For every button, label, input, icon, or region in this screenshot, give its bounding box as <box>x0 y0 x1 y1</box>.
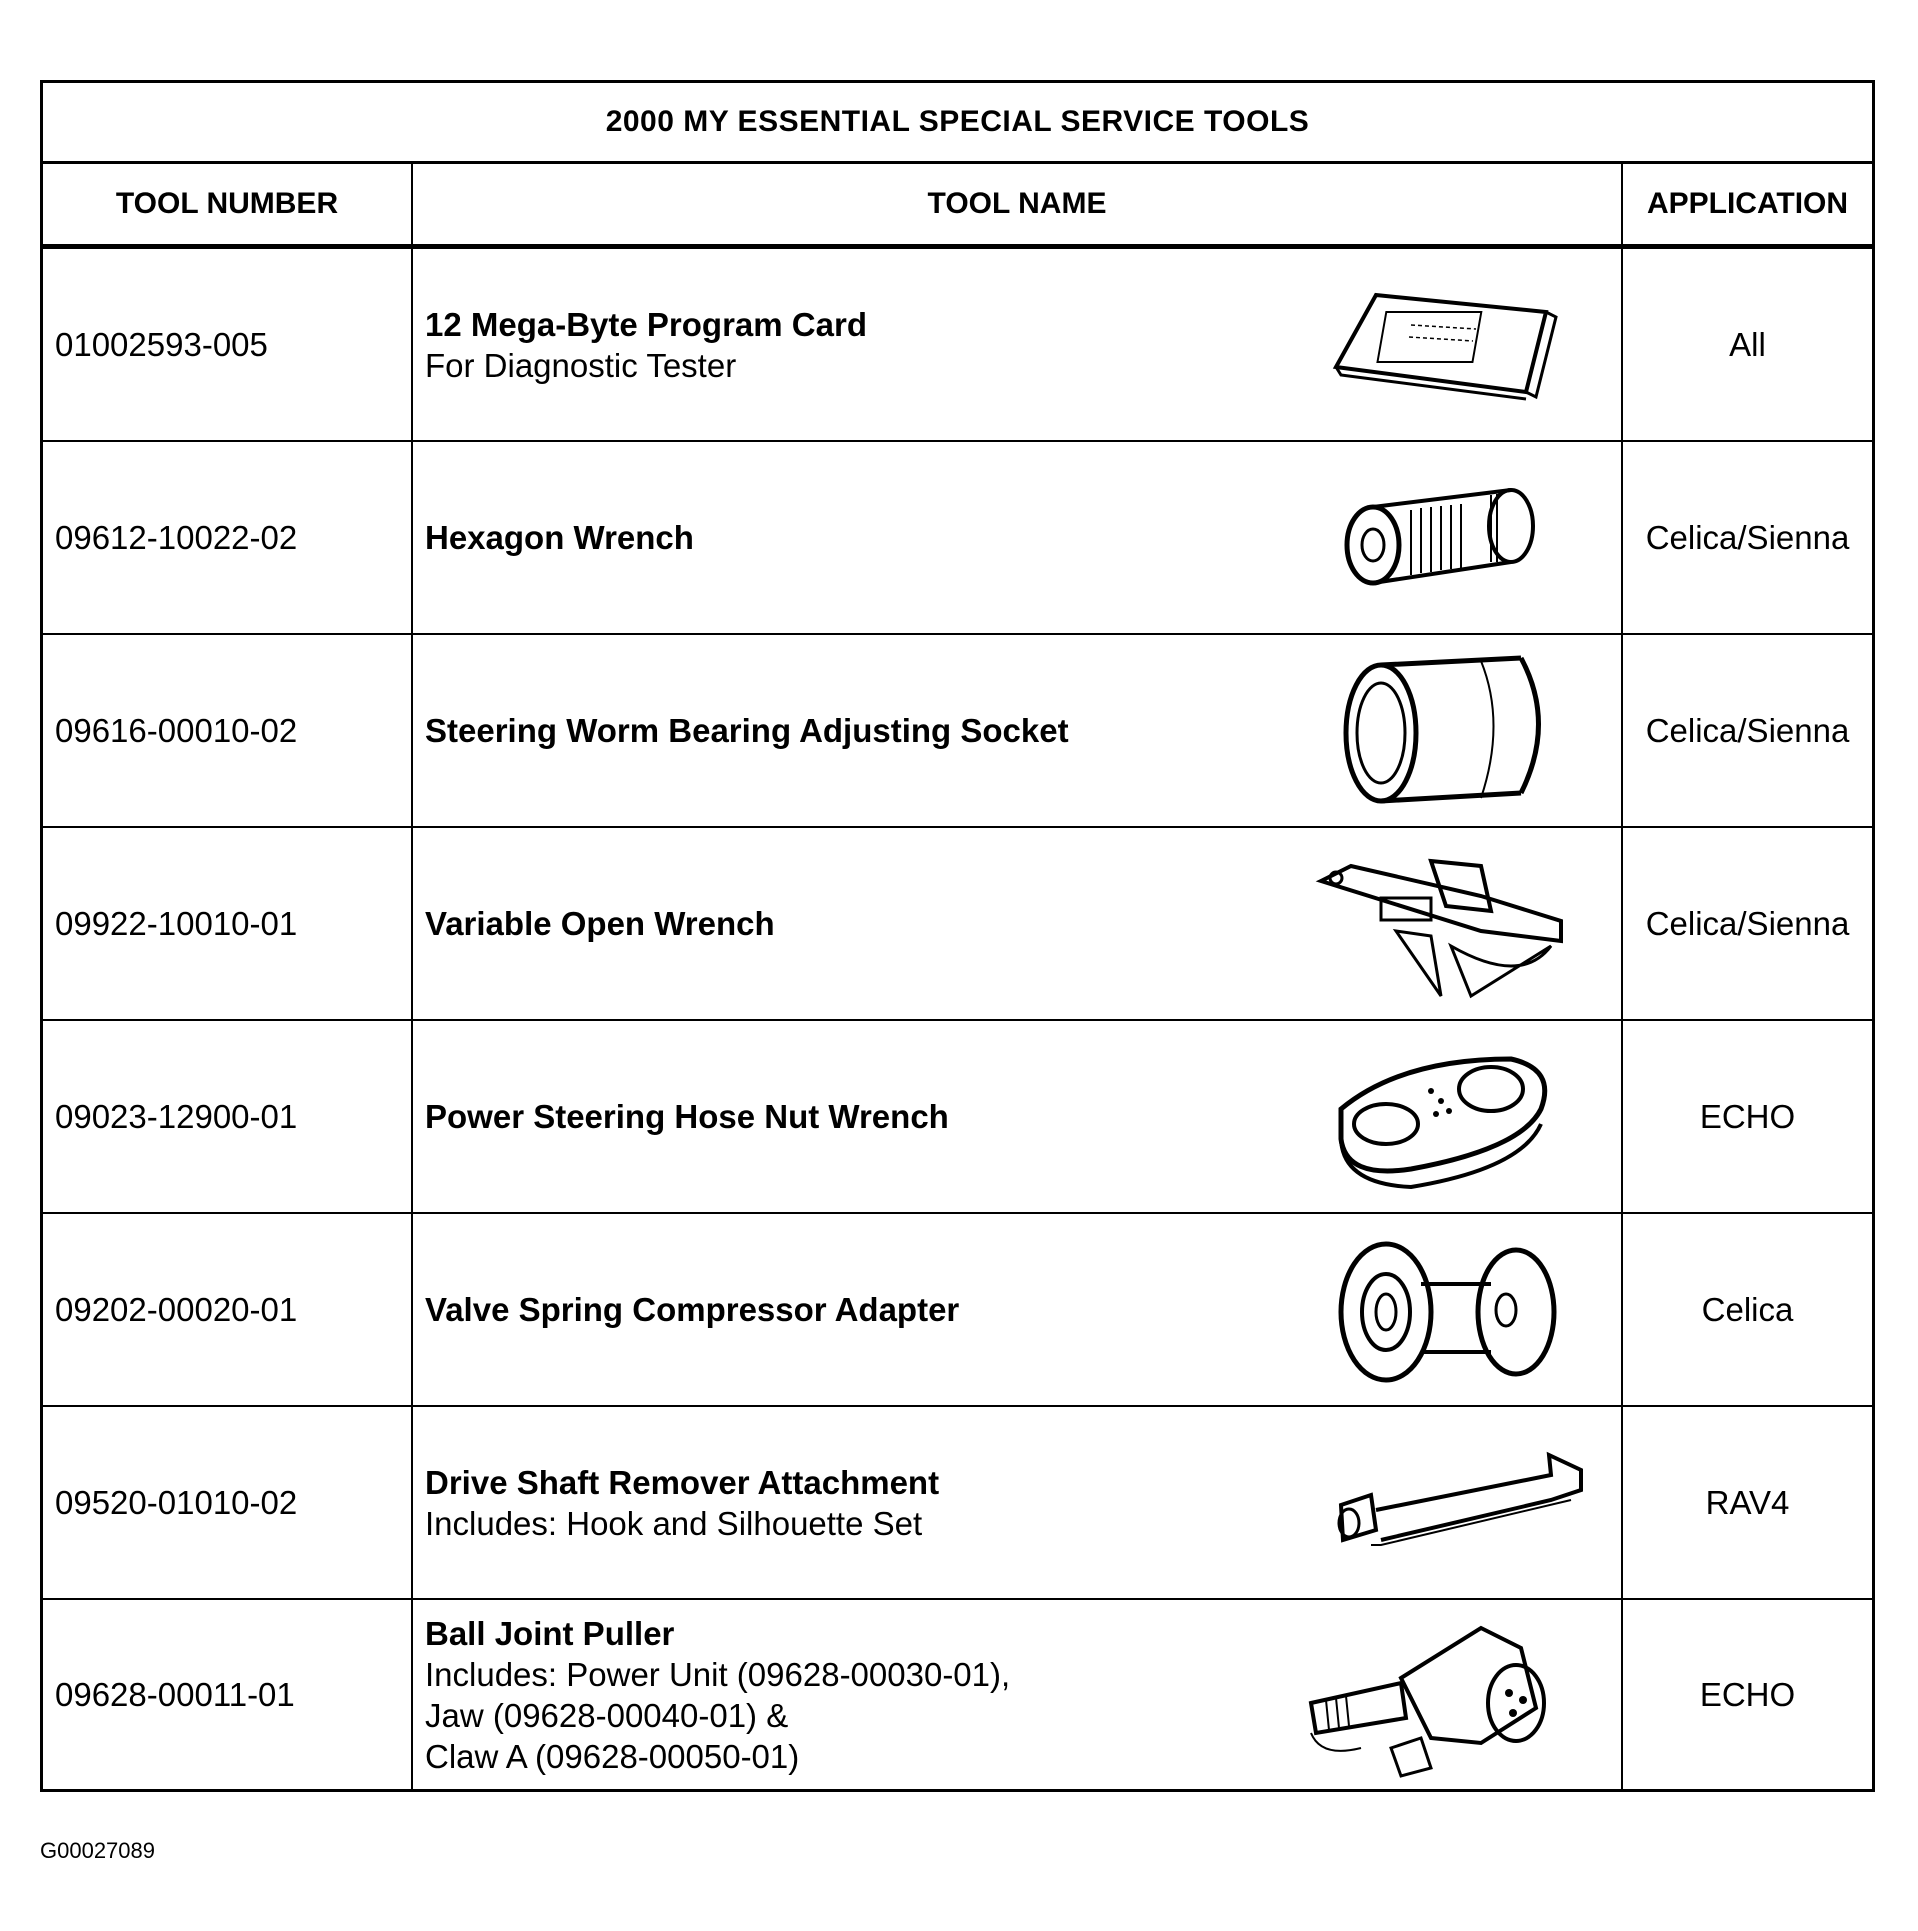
tool-name: Drive Shaft Remover Attachment <box>425 1463 940 1501</box>
tool-application: Celica/Sienna <box>1645 904 1850 942</box>
tool-name-cell <box>413 828 1623 1019</box>
tool-number: 09922-10010-01 <box>43 828 413 1019</box>
tool-name: Valve Spring Compressor Adapter <box>425 1291 960 1328</box>
tool-application: All <box>1729 325 1766 363</box>
figure-code: G00027089 <box>40 1838 155 1863</box>
hexagon-wrench-icon <box>1281 450 1601 625</box>
tool-name: Steering Worm Bearing Adjusting Socket <box>425 712 1069 749</box>
tool-number: 09612-10022-02 <box>43 442 413 633</box>
tool-application: Celica/Sienna <box>1645 711 1850 749</box>
tool-application: Celica <box>1701 1290 1794 1328</box>
tool-number: 09023-12900-01 <box>43 1021 413 1212</box>
table-row <box>43 442 1872 635</box>
table-row <box>43 1021 1872 1214</box>
tool-number: 01002593-005 <box>43 249 413 440</box>
tool-description: Includes: Hook and Silhouette Set <box>425 1504 923 1542</box>
tool-application: ECHO <box>1699 1097 1796 1135</box>
ball-joint-puller-icon <box>1281 1608 1601 1783</box>
tool-name-cell <box>413 249 1623 440</box>
tools-table <box>40 80 1875 1792</box>
tool-description: For Diagnostic Tester <box>425 346 737 384</box>
table-header <box>43 164 1872 249</box>
table-row <box>43 1407 1872 1600</box>
tool-number: 09202-00020-01 <box>43 1214 413 1405</box>
table-row <box>43 249 1872 442</box>
tool-application: ECHO <box>1699 1676 1796 1713</box>
socket-icon <box>1281 643 1601 818</box>
program-card-icon <box>1281 257 1601 432</box>
tool-name-cell <box>413 1407 1623 1598</box>
tool-description: Includes: Power Unit (09628-00030-01), <box>425 1656 1011 1693</box>
table-row <box>43 635 1872 828</box>
tool-description: Claw A (09628-00050-01) <box>425 1738 800 1775</box>
tool-name-cell <box>413 1600 1623 1790</box>
tool-name: Ball Joint Puller <box>425 1615 675 1652</box>
table-title: 2000 MY ESSENTIAL SPECIAL SERVICE TOOLS <box>43 83 1872 164</box>
compressor-adapter-icon <box>1281 1222 1601 1397</box>
tool-application: Celica/Sienna <box>1645 518 1850 556</box>
header-tool-number: TOOL NUMBER <box>43 164 413 244</box>
tool-name-cell <box>413 635 1623 826</box>
tool-name: Power Steering Hose Nut Wrench <box>425 1098 949 1135</box>
tool-name: Hexagon Wrench <box>425 519 694 556</box>
header-tool-name: TOOL NAME <box>413 164 1623 244</box>
hose-nut-wrench-icon <box>1281 1029 1601 1204</box>
tool-name: 12 Mega-Byte Program Card <box>425 305 867 343</box>
open-wrench-icon <box>1281 836 1601 1011</box>
tool-name-cell <box>413 442 1623 633</box>
tool-application: RAV4 <box>1705 1483 1790 1521</box>
table-row <box>43 1214 1872 1407</box>
tool-number: 09628-00011-01 <box>43 1600 413 1790</box>
tool-number: 09616-00010-02 <box>43 635 413 826</box>
tool-name: Variable Open Wrench <box>425 905 775 942</box>
table-row <box>43 1600 1872 1790</box>
remover-attachment-icon <box>1281 1415 1601 1590</box>
header-application: APPLICATION <box>1646 187 1849 220</box>
table-row <box>43 828 1872 1021</box>
tool-name-cell <box>413 1021 1623 1212</box>
tool-number: 09520-01010-02 <box>43 1407 413 1598</box>
tool-description: Jaw (09628-00040-01) & <box>425 1697 789 1734</box>
tool-name-cell <box>413 1214 1623 1405</box>
